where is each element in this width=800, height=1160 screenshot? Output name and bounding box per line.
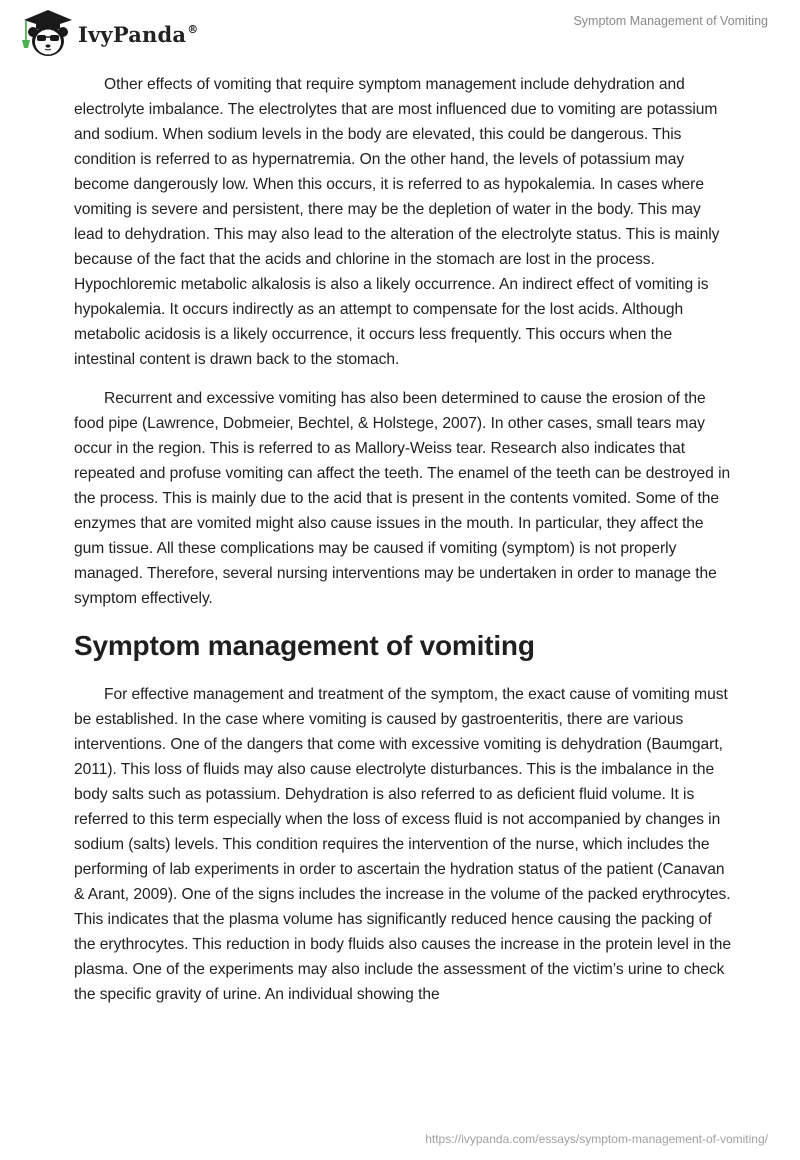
brand-name: IvyPanda®	[78, 21, 199, 47]
source-url[interactable]: https://ivypanda.com/essays/symptom-management-of-vomiting/	[425, 1132, 768, 1146]
paragraph: Recurrent and excessive vomiting has also been determined to cause the erosion of the food pipe (Lawrence, Dobmeier, Bechtel, & Holstege, 2007). In other cases, small tears may occur in the region. This is referred to as Mallory-Weiss tear. Research also indicates that repeated and profuse vomiting can affect the teeth. The enamel of the teeth can be destroyed in the process. This is mainly due to the acid that is present in the contents vomited. Some of the enzymes that are vomited might also cause issues in the mouth. In particular, they affect the gum tissue. All these complications may be caused if vomiting (symptom) is not properly managed. Therefore, several nursing interventions may be undertaken in order to manage the symptom effectively.	[74, 390, 731, 607]
essay-body	[74, 72, 734, 1021]
graduation-cap-panda-icon	[18, 6, 76, 58]
paragraph: For effective management and treatment of the symptom, the exact cause of vomiting must be established. In the case where vomiting is caused by gastroenteritis, there are various interventions. One of the dangers that come with excessive vomiting is dehydration (Baumgart, 2011). This loss of fluids may also cause electrolyte disturbances. This is the imbalance in the body salts such as potassium. Dehydration is also referred to as deficient fluid volume. It is referred to this term especially when the loss of excess fluid is not accompanied by changes in sodium (salts) levels. This condition requires the intervention of the nurse, which includes the performing of lab experiments in order to ascertain the hydration status of the patient (Canavan & Arant, 2009). One of the signs includes the increase in the volume of the packed erythrocytes. This indicates that the plasma volume has significantly reduced hence causing the packing of the erythrocytes. This reduction in body fluids also causes the increase in the protein level in the plasma. One of the experiments may also include the assessment of the victim’s urine to check the specific gravity of urine. An individual showing the	[74, 686, 731, 1003]
ivypanda-logo[interactable]	[18, 6, 198, 58]
paragraph: Other effects of vomiting that require symptom management include dehydration and electrolyte imbalance. The electrolytes that are most influenced due to vomiting are potassium and sodium. When sodium levels in the body are elevated, this could be dangerous. This condition is referred to as hypernatremia. On the other hand, the levels of potassium may become dangerously low. When this occurs, it is referred to as hypokalemia. In cases where vomiting is severe and persistent, there may be the depletion of water in the body. This may lead to dehydration. This may also lead to the alteration of the electrolyte status. This is mainly because of the fact that the acids and chlorine in the stomach are lost in the process. Hypochloremic metabolic alkalosis is also a likely occurrence. An indirect effect of vomiting is hypokalemia. It occurs indirectly as an attempt to compensate for the lost acids. Although metabolic acidosis is a likely occurrence, it occurs less frequently. This occurs when the intestinal content is drawn back to the stomach.	[74, 76, 720, 368]
page-header	[0, 0, 800, 60]
section-heading: Symptom management of vomiting	[74, 630, 535, 661]
registered-mark: ®	[187, 22, 199, 36]
document-title: Symptom Management of Vomiting	[573, 14, 768, 28]
